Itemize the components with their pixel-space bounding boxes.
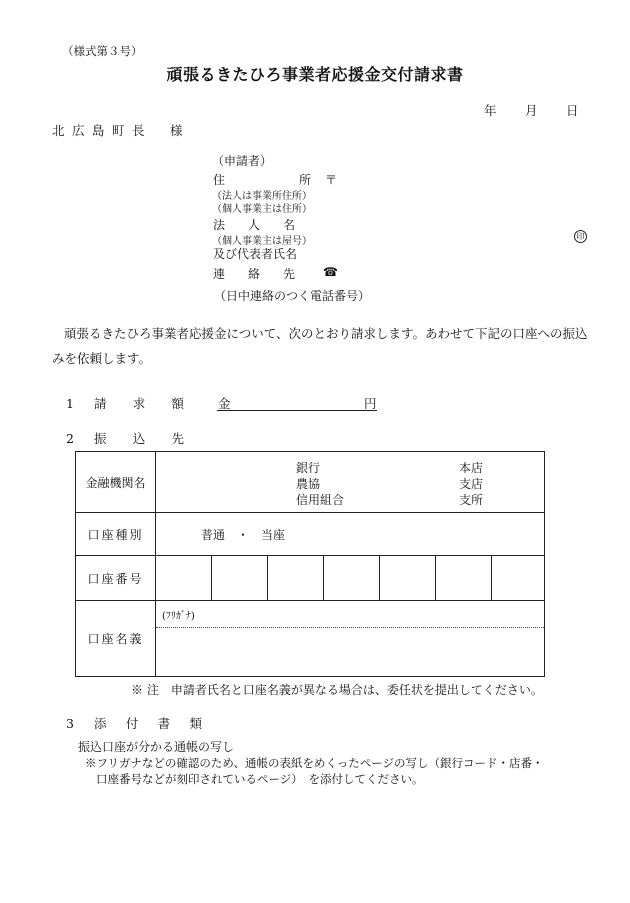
- postal-mark: 〒: [325, 173, 338, 187]
- applicant-heading: （申請者）: [212, 154, 273, 168]
- account-number-digit[interactable]: [268, 556, 324, 601]
- page-title: 頑張るきたひろ事業者応援金交付請求書: [166, 65, 464, 84]
- contact-note: （日中連絡のつく電話番号）: [214, 289, 371, 303]
- account-number-label: 口座番号: [76, 556, 156, 601]
- request-statement: 頑張るきたひろ事業者応援金について、次のとおり請求します。あわせて下記の口座への振込みを依頼します。: [52, 326, 588, 366]
- account-number-digit[interactable]: [324, 556, 380, 601]
- institution-cell[interactable]: [156, 452, 545, 513]
- institution-row: [76, 452, 545, 513]
- furigana-label: (ﾌﾘｶﾞﾅ): [162, 611, 195, 622]
- form-number: （様式第３号）: [62, 44, 143, 58]
- address-label: 住所: [213, 173, 311, 187]
- account-number-row: [76, 556, 545, 601]
- account-name-label: 口座名義: [76, 601, 156, 677]
- institution-type-bank: 銀行: [296, 460, 321, 475]
- section-amount: [66, 394, 184, 412]
- account-number-digit[interactable]: [212, 556, 268, 601]
- branch-types: [459, 460, 483, 508]
- institution-types: [296, 460, 344, 508]
- section-transfer: [66, 429, 184, 447]
- account-number-digit[interactable]: [380, 556, 436, 601]
- seal-mark: 印: [574, 230, 587, 243]
- address-note-individual: （個人事業主は住所）: [212, 204, 312, 215]
- date-year-label: 年: [484, 103, 497, 118]
- account-type-row: [76, 513, 545, 556]
- date-month-label: 月: [525, 103, 538, 118]
- attachment-item: 振込口座が分かる通帳の写し: [78, 740, 235, 754]
- section-attachments-number: 3: [66, 716, 74, 731]
- account-name-note: ※ 注 申請者氏名と口座名義が異なる場合は、委任状を提出してください。: [131, 683, 543, 697]
- branch-type-head: 本店: [459, 460, 484, 475]
- amount-yen-suffix: 円: [364, 396, 377, 411]
- account-type-label: 口座種別: [76, 513, 156, 556]
- branch-type-branch: 支店: [459, 476, 484, 491]
- account-number-digit[interactable]: [156, 556, 212, 601]
- account-number-digit[interactable]: [492, 556, 545, 601]
- phone-icon: ☎: [323, 265, 338, 279]
- account-type-options[interactable]: 普通 ・ 当座: [156, 513, 545, 556]
- bank-account-table: [75, 451, 545, 677]
- account-name-field[interactable]: [156, 628, 544, 675]
- addressee: [52, 121, 183, 139]
- branch-type-sub: 支所: [459, 492, 484, 507]
- account-name-row: [76, 601, 545, 677]
- date-day-label: 日: [566, 103, 579, 118]
- furigana-field[interactable]: [156, 601, 544, 628]
- institution-type-ja: 農協: [296, 476, 321, 491]
- amount-yen-prefix: 金: [218, 396, 231, 411]
- corporation-name-note: （個人事業主は屋号）: [212, 236, 312, 247]
- contact-label: 連絡先: [213, 267, 295, 281]
- attachment-note-line2: 口座番号などが刻印されているページ） を添付してください。: [96, 772, 424, 786]
- account-number-digit[interactable]: [436, 556, 492, 601]
- address-note-corporate: （法人は事業所住所）: [212, 191, 312, 202]
- addressee-honorific: 様: [170, 123, 183, 138]
- amount-input-line[interactable]: [217, 410, 377, 411]
- attachment-note-line1: ※フリガナなどの確認のため、通帳の表紙をめくったページの写し（銀行コード・店番・: [85, 756, 544, 770]
- section-amount-label: 請求額: [94, 396, 184, 411]
- section-amount-number: 1: [66, 396, 74, 411]
- institution-type-credit-union: 信用組合: [296, 492, 345, 507]
- corporation-name-label: 法人名: [213, 218, 295, 232]
- account-name-cell[interactable]: [156, 601, 545, 677]
- institution-label: 金融機関名: [76, 452, 156, 513]
- section-attachments-label: 添付書類: [94, 716, 202, 731]
- section-transfer-label: 振込先: [94, 431, 184, 446]
- section-attachments: [66, 714, 202, 732]
- section-transfer-number: 2: [66, 431, 74, 446]
- addressee-name: 北広島町長: [52, 123, 153, 138]
- representative-label: 及び代表者氏名: [213, 247, 298, 261]
